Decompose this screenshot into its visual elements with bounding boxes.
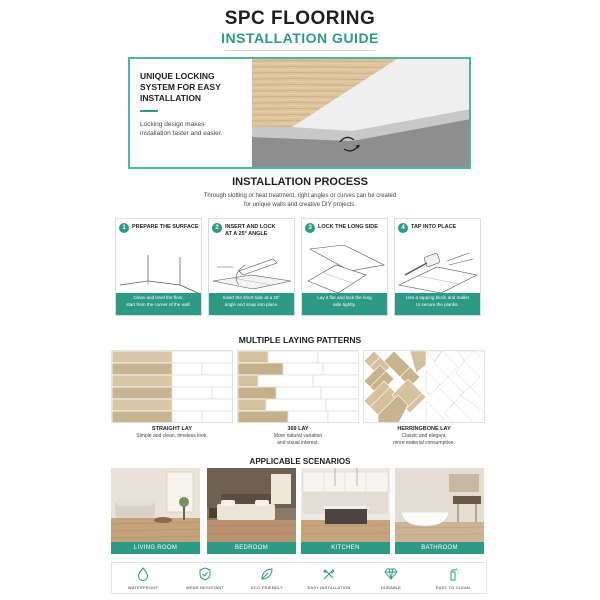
pattern-description-line: more material consumption. [393,439,455,446]
process-description-line: Through slotting or heat treatment, right angles or curves can be created [203,193,397,199]
369-lay-pattern [237,350,359,423]
step-caption [302,293,387,315]
pattern-name: HERRINGBONE LAY [397,426,451,432]
scenario-label: KITCHEN [301,542,390,554]
feature-label: WEAR RESISTANT [185,585,225,590]
leaf-icon [260,567,274,581]
process-title: INSTALLATION PROCESS [232,176,368,188]
step-title [318,224,385,231]
bathroom-photo [395,468,484,542]
feature-label: EASY TO CLEAN [435,585,471,590]
pattern-description [237,433,359,446]
step-number: 4 [398,223,408,233]
step-title [132,224,199,231]
kitchen-photo [301,468,390,542]
process-description [180,192,420,209]
process-description-line: for unique walls and creative DIY projects. [244,201,356,208]
step-card-insert [208,218,295,316]
locking-heading-line: INSTALLATION [140,93,202,103]
feature-label: DURABLE [380,585,402,590]
living-room-photo [111,468,200,542]
pattern-description [111,433,233,440]
lock-long-side-illustration [304,245,386,295]
tap-into-place-illustration [397,245,479,295]
step-caption-line: start from the corner of the wall. [126,301,191,307]
step-title-line: TAP INTO PLACE [411,224,457,230]
pattern-description-line: and visual interest. [277,439,319,446]
feature-easy-to-clean [422,563,484,593]
step-number: 2 [212,223,222,233]
title-divider [225,50,375,51]
locking-text-block [140,71,255,138]
step-title [411,224,478,231]
step-title-line: INSERT AND LOCK [225,224,276,230]
step-number: 3 [305,223,315,233]
scenarios-title: APPLICABLE SCENARIOS [249,457,351,466]
step-card-lock-long [301,218,388,316]
369-lay-illustration [238,351,359,423]
page-title: SPC FLOORING [224,8,376,29]
step-caption [116,293,201,315]
feature-label: WATERPROOF [127,585,159,590]
feature-eco-friendly [236,563,298,593]
step-caption-line: Clean and level the floor, [133,295,184,300]
step-caption-line: to secure the planks. [416,301,459,307]
scenario-living-room [111,468,200,554]
pattern-description-line: Classic and elegant, [401,433,447,439]
scenario-kitchen [301,468,390,554]
step-title-line: PREPARE THE SURFACE [132,224,199,230]
straight-lay-illustration [112,351,233,423]
feature-label: EASY INSTALLATION [307,585,351,590]
herringbone-lay-illustration [364,351,485,423]
pattern-name: 369 LAY [287,426,309,432]
pattern-name: STRAIGHT LAY [151,426,193,432]
step-card-tap [394,218,481,316]
step-caption [395,293,480,315]
locking-system-panel [128,57,471,169]
step-caption-line: Lay it flat and lock the long [317,295,372,300]
shield-check-icon [198,567,212,581]
tools-icon [322,567,336,581]
locking-description-line: installation faster and easier. [140,130,223,137]
scenario-label: LIVING ROOM [111,542,200,554]
feature-easy-installation [298,563,360,593]
pattern-description-line: More natural variation [273,433,323,439]
scenario-label: BEDROOM [207,542,296,554]
step-title-line: AT A 25° ANGLE [225,231,268,237]
accent-bar [140,110,158,112]
pattern-description-line: Simple and clean, timeless look. [136,433,208,439]
step-title [225,224,292,238]
step-card-prepare [115,218,202,316]
water-drop-icon [136,567,150,581]
step-caption-line: Use a tapping block and mallet [406,295,469,300]
straight-lay-pattern [111,350,233,423]
locking-heading-line: UNIQUE LOCKING [140,71,215,81]
scenario-bedroom [207,468,296,554]
scenario-label: BATHROOM [395,542,484,554]
step-caption-line: Insert the short side at a 25° [222,295,281,300]
locking-heading-line: SYSTEM FOR EASY [140,82,221,92]
step-caption-line: side tightly. [333,301,356,307]
locking-heading [140,71,255,104]
page-subtitle: INSTALLATION GUIDE [221,30,379,46]
step-number: 1 [119,223,129,233]
step-caption [209,293,294,315]
patterns-title: MULTIPLE LAYING PATTERNS [238,335,362,345]
step-title-line: LOCK THE LONG SIDE [318,224,378,230]
step-caption-line: angle and snap into place. [224,301,279,307]
locking-description [140,120,255,138]
feature-waterproof [112,563,174,593]
feature-wear-resistant [174,563,236,593]
feature-label: ECO-FRIENDLY [251,585,283,590]
spray-bottle-icon [446,567,460,581]
herringbone-lay-pattern [363,350,485,423]
feature-strip [111,562,487,594]
insert-angle-illustration [211,245,293,295]
feature-durable [360,563,422,593]
locking-description-line: Locking design makes [140,121,205,128]
bedroom-photo [207,468,296,542]
diamond-icon [384,567,398,581]
scenario-bathroom [395,468,484,554]
locking-joint-illustration [252,59,471,167]
pattern-description [363,433,485,446]
prepare-surface-illustration [118,245,200,295]
